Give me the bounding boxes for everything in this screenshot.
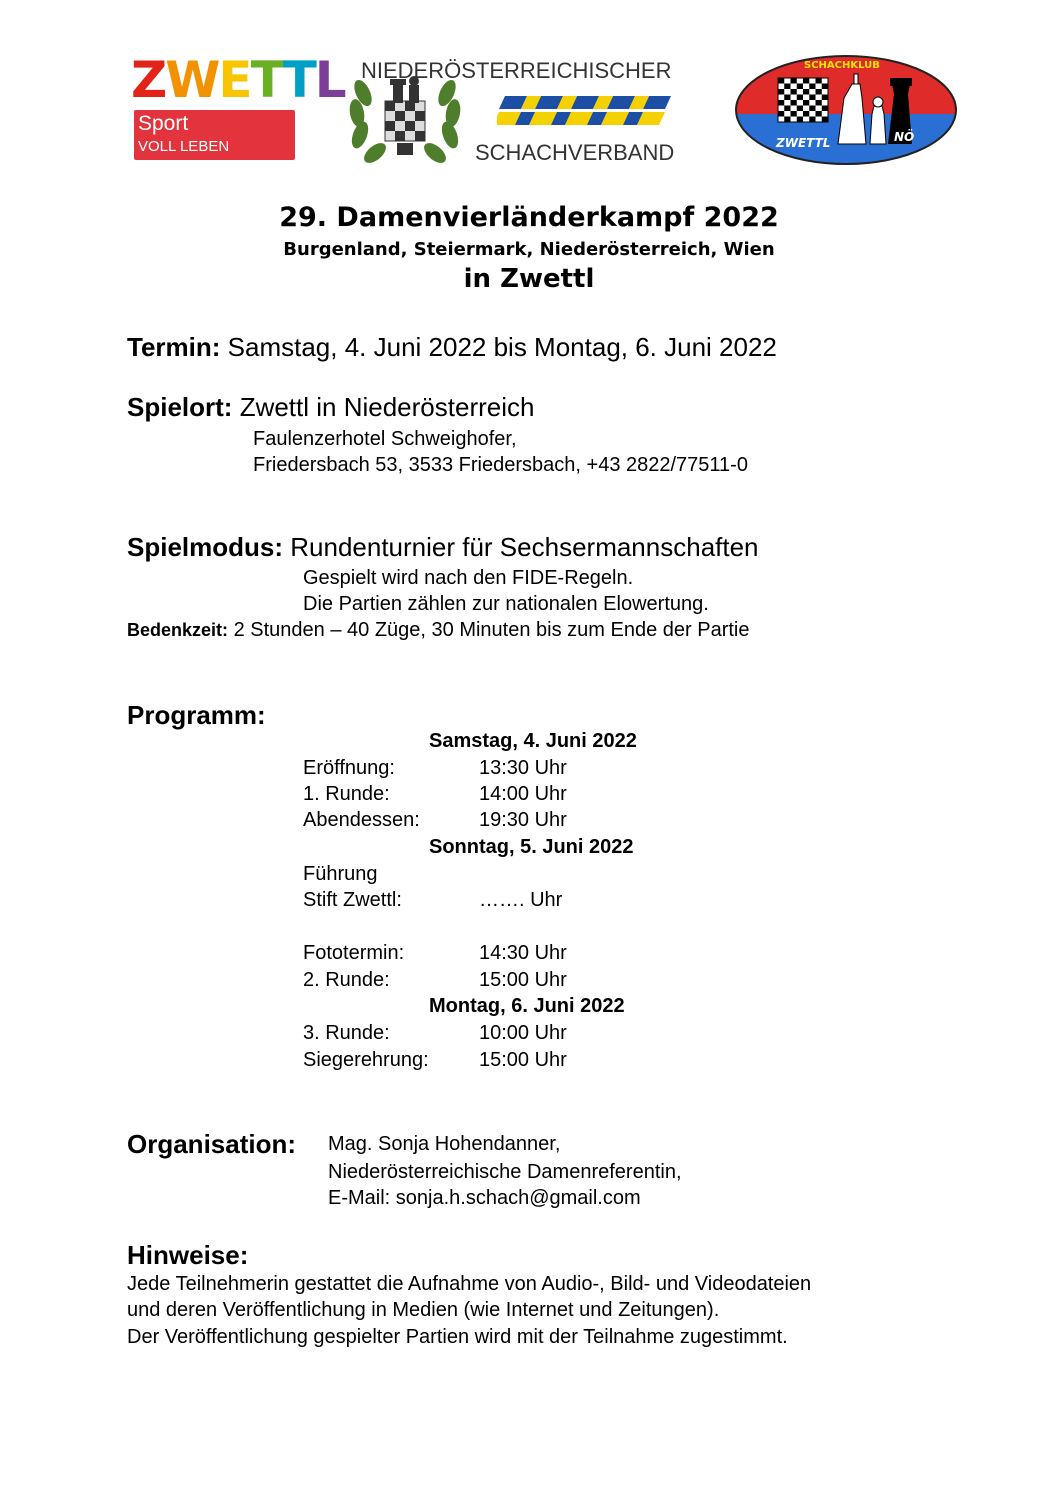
spielort-value: Zwettl in Niederösterreich (239, 392, 535, 422)
bedenkzeit-value: 2 Stunden – 40 Züge, 30 Minuten bis zum Ende der Partie (233, 619, 750, 641)
programm-time: 15:00 Uhr (479, 1049, 567, 1071)
programm-item: Eröffnung: (303, 757, 395, 779)
programm-day1: Samstag, 4. Juni 2022 (429, 730, 637, 752)
page-subtitle-location: in Zwettl (463, 264, 595, 294)
programm-item: Stift Zwettl: (303, 889, 402, 911)
programm-item: Siegerehrung: (303, 1049, 429, 1071)
bedenkzeit-label: Bedenkzeit: (127, 620, 229, 640)
termin-row (127, 332, 777, 363)
spielmodus-elo: Die Partien zählen zur nationalen Elowertung. (303, 593, 709, 615)
zwettl-letter: Z (131, 51, 166, 109)
club-right-label: NÖ (894, 130, 915, 144)
organisation-name: Mag. Sonja Hohendanner, (328, 1133, 561, 1155)
programm-time: 15:00 Uhr (479, 969, 567, 991)
zwettl-sport-text: Sport (138, 112, 189, 135)
noesv-name-line2: SCHACHVERBAND (475, 140, 675, 165)
hinweise-line: und deren Veröffentlichung in Medien (wie Internet und Zeitungen). (127, 1299, 720, 1321)
programm-time: ……. Uhr (479, 889, 563, 911)
programm-label: Programm: (127, 700, 266, 730)
noe-schachverband-logo (345, 58, 685, 164)
programm-item: Fototermin: (303, 942, 405, 964)
hinweise-line: Der Veröffentlichung gespielter Partien wird mit der Teilnahme zugestimmt. (127, 1326, 788, 1348)
page-title: 29. Damenvierländerkampf 2022 (279, 202, 779, 233)
zwettl-letters (131, 51, 347, 109)
zwettl-voll-leben-text: VOLL LEBEN (138, 138, 230, 155)
programm-item: 3. Runde: (303, 1022, 390, 1044)
schachklub-zwettl-logo (734, 54, 958, 166)
programm-time: 13:30 Uhr (479, 757, 567, 779)
spielort-address: Friedersbach 53, 3533 Friedersbach, +43 2822/77511-0 (253, 454, 748, 476)
programm-time: 14:00 Uhr (479, 783, 567, 805)
zwettl-letter: T (282, 51, 315, 109)
programm-item: Führung (303, 863, 378, 885)
noe-flag-stripes-icon (497, 96, 677, 126)
programm-day2: Sonntag, 5. Juni 2022 (429, 836, 634, 858)
page-subtitle-regions: Burgenland, Steiermark, Niederösterreich, Wien (283, 239, 775, 260)
zwettl-letter: T (250, 51, 283, 109)
programm-item: Abendessen: (303, 809, 420, 831)
hinweise-line: Jede Teilnehmerin gestattet die Aufnahme von Audio-, Bild- und Videodateien (127, 1273, 812, 1295)
spielmodus-label: Spielmodus: (127, 532, 284, 562)
zwettl-letter: W (165, 51, 219, 109)
zwettl-sport-box (134, 110, 295, 160)
hinweise-label: Hinweise: (127, 1240, 249, 1270)
club-left-label: ZWETTL (776, 136, 831, 150)
spielort-row (127, 392, 534, 423)
bedenkzeit-row (127, 619, 749, 642)
termin-value: Samstag, 4. Juni 2022 bis Montag, 6. Juni 2022 (227, 332, 777, 362)
termin-label: Termin: (127, 332, 221, 362)
organisation-role: Niederösterreichische Damenreferentin, (328, 1161, 682, 1183)
programm-item: 1. Runde: (303, 783, 390, 805)
spielort-hotel: Faulenzerhotel Schweighofer, (253, 428, 517, 450)
spielort-label: Spielort: (127, 392, 233, 422)
programm-item: 2. Runde: (303, 969, 390, 991)
club-top-label: SCHACHKLUB (804, 60, 880, 71)
spielmodus-fide: Gespielt wird nach den FIDE-Regeln. (303, 567, 634, 589)
zwettl-logo (131, 51, 347, 162)
organisation-email: E-Mail: sonja.h.schach@gmail.com (328, 1187, 641, 1209)
programm-day3: Montag, 6. Juni 2022 (429, 995, 625, 1017)
noesv-name-line1: NIEDERÖSTERREICHISCHER (361, 58, 672, 83)
programm-time: 10:00 Uhr (479, 1022, 567, 1044)
spielmodus-value: Rundenturnier für Sechsermannschaften (290, 532, 759, 562)
zwettl-letter: E (218, 51, 251, 109)
organisation-label: Organisation: (127, 1129, 297, 1159)
programm-time: 19:30 Uhr (479, 809, 567, 831)
programm-time: 14:30 Uhr (479, 942, 567, 964)
spielmodus-row (127, 532, 759, 563)
zwettl-letter: L (314, 51, 347, 109)
